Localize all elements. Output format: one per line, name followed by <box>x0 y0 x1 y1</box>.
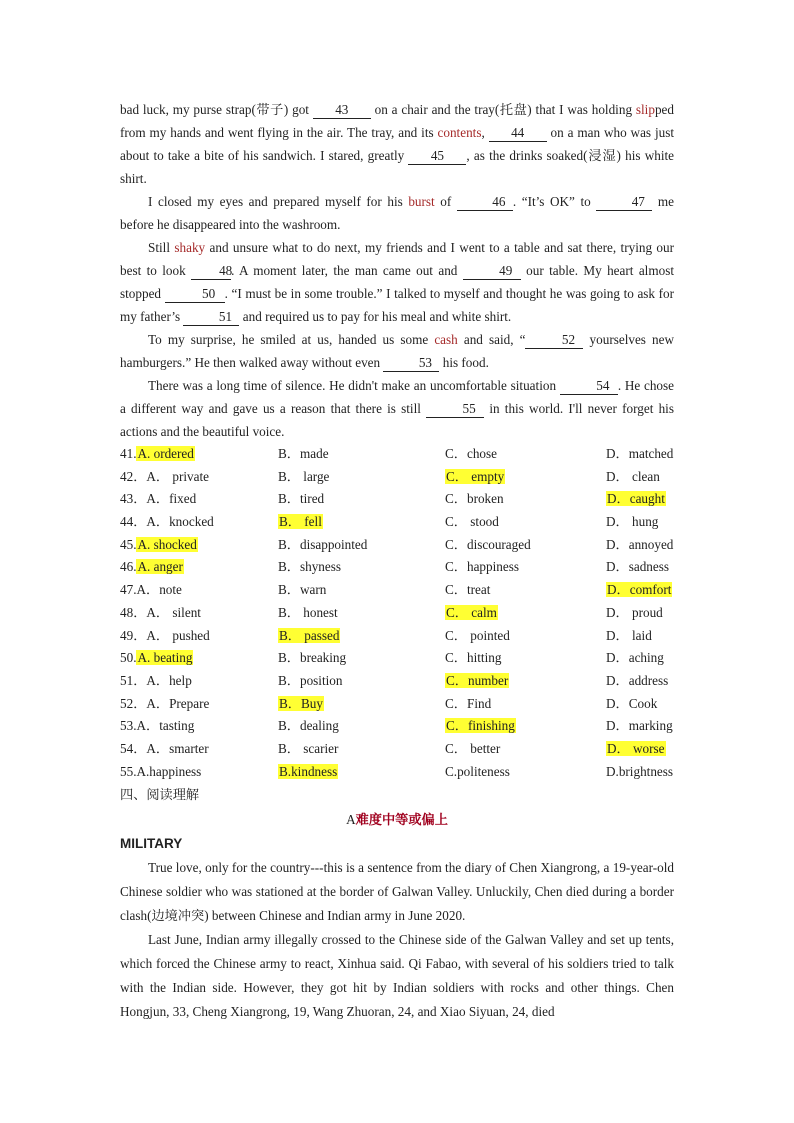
glossed-word: slip <box>635 102 655 117</box>
option-a <box>120 761 201 784</box>
option-a <box>120 625 210 648</box>
option-a <box>120 443 195 466</box>
option-b <box>278 625 340 648</box>
option-d <box>606 602 663 625</box>
glossed-word: contents <box>437 125 482 140</box>
option-b <box>278 647 346 670</box>
option-row <box>120 443 674 466</box>
correct-answer-highlight: B． passed <box>279 627 340 643</box>
option-text: D． clean <box>606 468 660 484</box>
option-b <box>278 579 326 602</box>
option-b <box>278 556 341 579</box>
option-c <box>445 534 531 557</box>
question-number: 49． <box>120 627 147 643</box>
option-c <box>445 443 497 466</box>
option-c <box>445 647 501 670</box>
reading-paragraph-2: Last June, Indian army illegally crossed to the Chinese side of the Galwan Valley and set up tents, which forced the Chinese army to react, Xinhua said. Qi Fabao, with several of his soldiers tried to talk with the Indian side. However, they got hit by Indian soldiers with rocks and other things. Chen Hongjun, 33, Cheng Xiangrong, 19, Wang Zhuoran, 24, and Xiao Siyuan, 24, died <box>120 932 674 1020</box>
option-text: C．Find <box>445 695 492 711</box>
option-c <box>445 556 519 579</box>
option-c <box>445 488 504 511</box>
option-text: C.politeness <box>445 763 510 779</box>
option-a <box>120 647 193 670</box>
correct-answer-highlight: C．finishing <box>446 718 515 734</box>
cloze-paragraph-2: I closed my eyes and prepared myself for his burst of 46 . “It’s OK” to 47 me before he disappeared into the washroom. <box>120 194 674 232</box>
option-row <box>120 647 674 670</box>
option-b <box>278 466 329 489</box>
option-row <box>120 715 674 738</box>
section-heading: 四、阅读理解 <box>120 787 200 803</box>
glossed-word: shaky <box>174 240 206 255</box>
option-a <box>120 579 182 602</box>
blank-45: 45 <box>408 148 466 165</box>
blank-55: 55 <box>426 401 484 418</box>
option-c <box>445 579 490 602</box>
question-number: 46. <box>120 559 137 575</box>
question-number: 45. <box>120 536 137 552</box>
option-row <box>120 579 674 602</box>
blank-54: 54 <box>560 378 618 395</box>
option-text: D． hung <box>606 514 659 530</box>
option-d <box>606 556 669 579</box>
option-text: D．Cook <box>606 695 658 711</box>
correct-answer-highlight: A. shocked <box>137 536 197 552</box>
option-text: B．breaking <box>278 650 347 666</box>
correct-answer-highlight: C． empty <box>446 468 505 484</box>
cloze-paragraph-5: There was a long time of silence. He didn't make an uncomfortable situation 54 . He chose a different way and gave us a reason that there is still 55 in this world. I'll never forget his actions and the beautiful voice. <box>120 378 675 439</box>
option-text: D．marking <box>606 718 673 734</box>
question-number: 52． <box>120 695 147 711</box>
cloze-paragraph-1: bad luck, my purse strap(带子) got 43 on a chair and the tray(托盘) that I was holding slipped from my hands and went flying in the air. The tray, and its contents, 44 on a man who was just about to take a bite of his sandwich. I stared, greatly 45 , as the drinks soaked(浸湿) his white shirt. <box>120 102 674 186</box>
option-text: D．sadness <box>606 559 670 575</box>
option-a <box>120 693 209 716</box>
question-number: 55. <box>120 763 137 779</box>
option-text: A．note <box>136 582 182 598</box>
option-text: A.happiness <box>136 763 202 779</box>
option-row <box>120 670 674 693</box>
option-text: D． proud <box>606 604 663 620</box>
option-c <box>445 761 510 784</box>
correct-answer-highlight: D．comfort <box>607 582 672 598</box>
option-c <box>445 511 499 534</box>
option-b <box>278 534 367 557</box>
option-text: A． pushed <box>146 627 210 643</box>
option-c <box>445 670 509 693</box>
option-text: C．happiness <box>445 559 519 575</box>
question-number: 50. <box>120 650 137 666</box>
option-row <box>120 556 674 579</box>
option-b <box>278 761 338 784</box>
option-text: C．hitting <box>445 650 502 666</box>
option-text: A． private <box>146 468 209 484</box>
option-b <box>278 670 342 693</box>
correct-answer-highlight: B． fell <box>279 514 322 530</box>
option-a <box>120 670 192 693</box>
option-text: A．Prepare <box>146 695 210 711</box>
correct-answer-highlight: D． worse <box>607 740 665 756</box>
question-number: 53. <box>120 718 137 734</box>
document-page <box>120 98 674 1024</box>
option-row <box>120 761 674 784</box>
glossed-word: cash <box>434 332 458 347</box>
option-a <box>120 738 209 761</box>
option-text: C．broken <box>445 491 504 507</box>
correct-answer-highlight: C．number <box>446 672 509 688</box>
option-c <box>445 738 500 761</box>
question-number: 54． <box>120 740 147 756</box>
option-text: A．knocked <box>146 514 214 530</box>
option-row <box>120 511 674 534</box>
correct-answer-highlight: B.kindness <box>279 763 338 779</box>
option-c <box>445 625 510 648</box>
option-text: C． pointed <box>445 627 510 643</box>
correct-answer-highlight: A. beating <box>137 650 193 666</box>
option-row <box>120 602 674 625</box>
option-row <box>120 693 674 716</box>
option-b <box>278 443 329 466</box>
option-row <box>120 625 674 648</box>
option-row <box>120 488 674 511</box>
cloze-paragraph-3: Still shaky and unsure what to do next, my friends and I went to a table and sat there, trying our best to look 48. A moment later, the man came out and 49 our table. My heart almost stopped 50 . “I must be in some trouble.” I talked to myself and thought he was going to ask for my father’s 51 and required us to pay for his meal and white shirt. <box>120 240 675 324</box>
option-text: B．dealing <box>278 718 339 734</box>
option-b <box>278 693 324 716</box>
option-c <box>445 693 491 716</box>
question-number: 51． <box>120 672 147 688</box>
option-row <box>120 466 674 489</box>
option-b <box>278 715 339 738</box>
option-text: C． better <box>445 740 501 756</box>
option-text: B． large <box>278 468 330 484</box>
option-text: B．disappointed <box>278 536 368 552</box>
option-text: D．aching <box>606 650 664 666</box>
option-d <box>606 511 658 534</box>
option-d <box>606 670 668 693</box>
option-row <box>120 534 674 557</box>
option-row <box>120 738 674 761</box>
correct-answer-highlight: A. anger <box>137 559 183 575</box>
option-text: C． stood <box>445 514 499 530</box>
option-c <box>445 715 516 738</box>
option-text: D．annoyed <box>606 536 674 552</box>
option-text: A．tasting <box>136 718 195 734</box>
question-number: 48． <box>120 604 147 620</box>
option-d <box>606 738 666 761</box>
option-text: B．tired <box>278 491 325 507</box>
option-d <box>606 443 673 466</box>
correct-answer-highlight: C． calm <box>446 604 497 620</box>
blank-44: 44 <box>489 125 547 142</box>
question-number: 44． <box>120 514 147 530</box>
option-a <box>120 602 201 625</box>
option-b <box>278 488 324 511</box>
option-a <box>120 715 194 738</box>
option-a <box>120 534 198 557</box>
option-d <box>606 647 664 670</box>
question-number: 42． <box>120 468 147 484</box>
option-text: B．made <box>278 446 329 461</box>
question-number: 41. <box>120 446 137 461</box>
option-text: B．warn <box>278 582 327 598</box>
blank-46: 46 <box>457 194 513 211</box>
option-text: B． honest <box>278 604 338 620</box>
option-a <box>120 466 209 489</box>
option-text: D.brightness <box>606 763 674 779</box>
reading-paragraph-1: True love, only for the country---this is a sentence from the diary of Chen Xiangrong, a 19-year-old Chinese soldier who was stationed at the border of Galwan Valley. Unluckily, Chen died during a border clash(边境冲突) between Chinese and Indian army in June 2020. <box>120 860 674 924</box>
option-text: D． laid <box>606 627 652 643</box>
option-c <box>445 466 505 489</box>
option-text: A．help <box>146 672 192 688</box>
option-a <box>120 511 214 534</box>
option-d <box>606 579 672 602</box>
cloze-paragraph-4: To my surprise, he smiled at us, handed us some cash and said, “ 52 yourselves new hamburgers.” He then walked away without even 53 his food. <box>120 332 674 370</box>
blank-50: 50 <box>165 286 225 303</box>
option-c <box>445 602 498 625</box>
option-d <box>606 534 673 557</box>
option-text: C．treat <box>445 582 491 598</box>
option-text: D．matched <box>606 446 674 461</box>
answer-options-list <box>120 443 674 783</box>
option-b <box>278 738 338 761</box>
blank-47: 47 <box>596 194 652 211</box>
blank-52: 52 <box>525 332 583 349</box>
glossed-word: burst <box>408 194 435 209</box>
option-d <box>606 488 666 511</box>
option-d <box>606 761 673 784</box>
option-text: B．position <box>278 672 343 688</box>
option-d <box>606 715 673 738</box>
option-d <box>606 693 657 716</box>
option-b <box>278 602 338 625</box>
option-b <box>278 511 323 534</box>
question-number: 47. <box>120 582 137 598</box>
blank-51: 51 <box>183 309 239 326</box>
blank-53: 53 <box>383 355 439 372</box>
option-text: C．discouraged <box>445 536 531 552</box>
option-text: B．shyness <box>278 559 342 575</box>
option-text: D．address <box>606 672 669 688</box>
option-text: A．smarter <box>146 740 209 756</box>
passage-title: A难度中等或偏上 <box>346 812 448 828</box>
option-d <box>606 466 660 489</box>
option-a <box>120 488 196 511</box>
option-text: A． silent <box>146 604 201 620</box>
correct-answer-highlight: D．caught <box>607 491 665 507</box>
passage-label: MILITARY <box>120 836 183 852</box>
option-d <box>606 625 652 648</box>
blank-48: 48 <box>191 263 231 280</box>
option-text: B． scarier <box>278 740 339 756</box>
correct-answer-highlight: A. ordered <box>137 446 194 461</box>
blank-49: 49 <box>463 263 521 280</box>
option-text: A．fixed <box>146 491 197 507</box>
option-text: C．chose <box>445 446 498 461</box>
option-a <box>120 556 184 579</box>
question-number: 43． <box>120 491 147 507</box>
blank-43: 43 <box>313 102 371 119</box>
correct-answer-highlight: B．Buy <box>279 695 323 711</box>
